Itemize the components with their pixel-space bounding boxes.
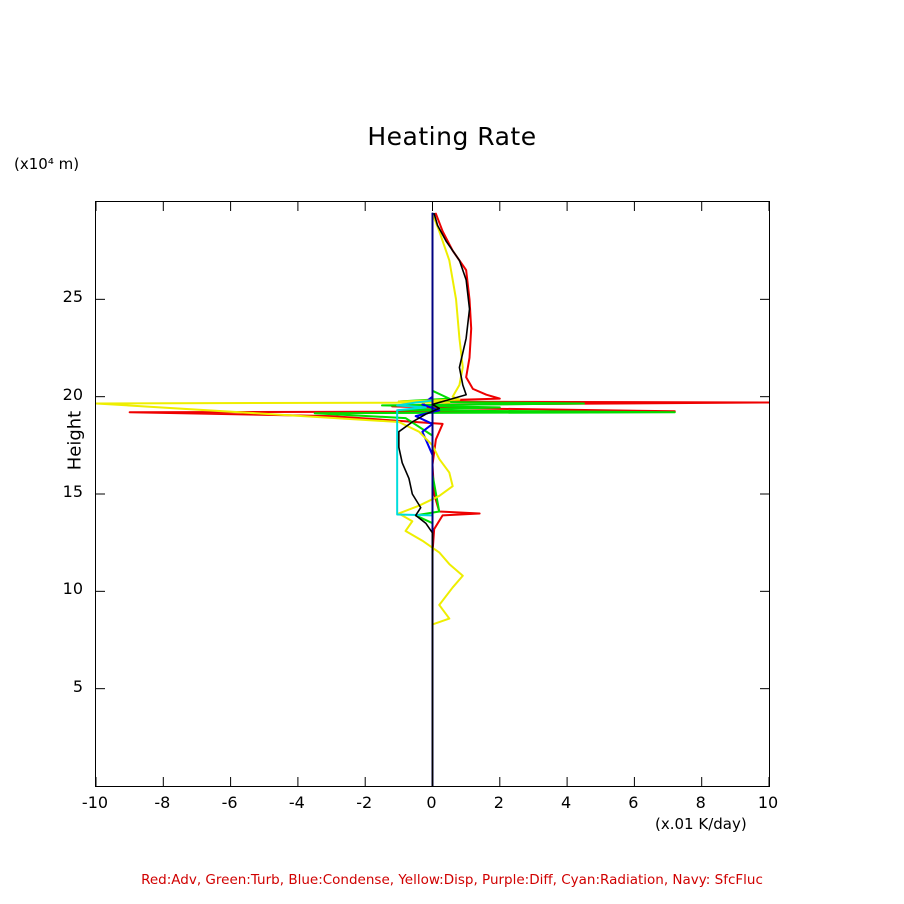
x-tick-label: 10 (757, 793, 779, 812)
series-line-disp (96, 214, 463, 786)
y-tick-label: 5 (72, 676, 83, 696)
y-tick-label: 15 (62, 482, 83, 501)
plot-area (95, 201, 770, 787)
x-tick-label: 0 (426, 793, 437, 812)
y-tick-label: 10 (62, 579, 83, 599)
x-tick-label: 8 (695, 793, 706, 812)
data-series (96, 214, 769, 786)
series-line-adv (130, 214, 769, 786)
x-tick-label: 2 (493, 793, 504, 812)
x-tick-label: -10 (81, 793, 109, 812)
x-tick-label: -8 (154, 793, 171, 812)
x-axis-label: (x.01 K/day) (655, 815, 747, 833)
legend: Red:Adv, Green:Turb, Blue:Condense, Yellow:Disp, Purple:Diff, Cyan:Radiation, Navy: SfcFluc (141, 872, 763, 888)
page-title: Heating Rate (367, 122, 537, 151)
x-tick-label: -2 (356, 793, 373, 812)
x-tick-label: -6 (221, 793, 238, 812)
y-axis-unit-label: (x10⁴ m) (14, 155, 80, 173)
x-tick-label: -4 (288, 793, 305, 812)
y-tick-label: 20 (62, 384, 83, 404)
plot-svg (96, 202, 769, 786)
y-tick-label: 25 (62, 287, 83, 307)
x-tick-label: 4 (561, 793, 572, 812)
x-tick-label: 6 (628, 793, 639, 812)
series-line-total (399, 214, 470, 786)
y-axis-label: Height (64, 410, 86, 471)
series-line-turb (315, 214, 675, 786)
series-line-radiation (397, 214, 432, 786)
